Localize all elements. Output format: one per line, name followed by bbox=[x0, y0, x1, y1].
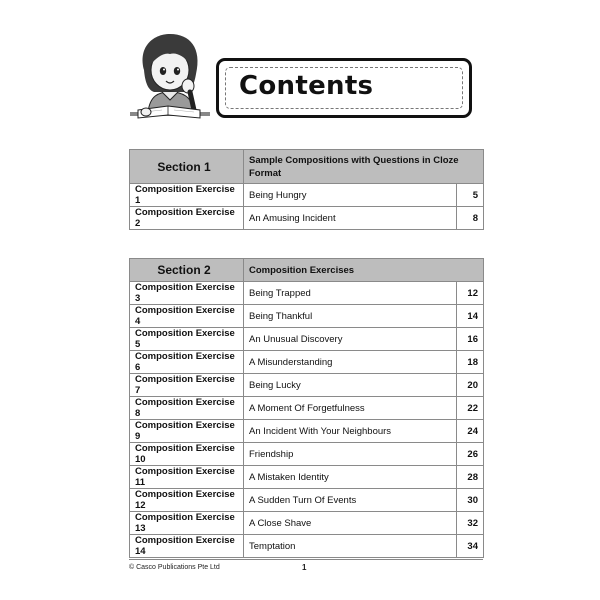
girl-reading-book-icon bbox=[130, 30, 210, 128]
table-row bbox=[130, 374, 484, 397]
exercise-title: Being Thankful bbox=[244, 305, 457, 328]
page-number: 12 bbox=[457, 282, 484, 305]
page-number: 34 bbox=[457, 535, 484, 558]
table-row bbox=[130, 535, 484, 558]
exercise-title: Being Trapped bbox=[244, 282, 457, 305]
page-number: 28 bbox=[457, 466, 484, 489]
page-number: 16 bbox=[457, 328, 484, 351]
table-row bbox=[130, 397, 484, 420]
exercise-title: An Amusing Incident bbox=[244, 207, 457, 230]
exercise-label: Composition Exercise 11 bbox=[130, 466, 244, 489]
exercise-label: Composition Exercise 13 bbox=[130, 512, 244, 535]
table-row bbox=[130, 184, 484, 207]
section-2-table bbox=[129, 258, 484, 558]
copyright-text: © Casco Publications Pte Ltd bbox=[129, 564, 220, 571]
exercise-label: Composition Exercise 2 bbox=[130, 207, 244, 230]
page-title: Contents bbox=[239, 71, 374, 101]
page-number: 18 bbox=[457, 351, 484, 374]
footer-divider bbox=[129, 559, 483, 560]
page-number: 20 bbox=[457, 374, 484, 397]
table-row bbox=[130, 466, 484, 489]
exercise-label: Composition Exercise 12 bbox=[130, 489, 244, 512]
page-number: 26 bbox=[457, 443, 484, 466]
table-row bbox=[130, 443, 484, 466]
section-description: Composition Exercises bbox=[244, 259, 484, 282]
page-number: 8 bbox=[457, 207, 484, 230]
section-header bbox=[130, 259, 484, 282]
table-row bbox=[130, 351, 484, 374]
exercise-label: Composition Exercise 7 bbox=[130, 374, 244, 397]
page-number: 14 bbox=[457, 305, 484, 328]
exercise-title: A Close Shave bbox=[244, 512, 457, 535]
exercise-title: An Unusual Discovery bbox=[244, 328, 457, 351]
table-row bbox=[130, 328, 484, 351]
table-row bbox=[130, 207, 484, 230]
exercise-label: Composition Exercise 6 bbox=[130, 351, 244, 374]
exercise-label: Composition Exercise 8 bbox=[130, 397, 244, 420]
exercise-label: Composition Exercise 1 bbox=[130, 184, 244, 207]
title-frame bbox=[216, 58, 472, 118]
exercise-title: Friendship bbox=[244, 443, 457, 466]
exercise-label: Composition Exercise 9 bbox=[130, 420, 244, 443]
exercise-title: A Sudden Turn Of Events bbox=[244, 489, 457, 512]
exercise-title: Being Lucky bbox=[244, 374, 457, 397]
exercise-title: A Moment Of Forgetfulness bbox=[244, 397, 457, 420]
table-row bbox=[130, 282, 484, 305]
exercise-title: An Incident With Your Neighbours bbox=[244, 420, 457, 443]
footer-page-number: 1 bbox=[302, 563, 307, 572]
exercise-label: Composition Exercise 5 bbox=[130, 328, 244, 351]
page-number: 30 bbox=[457, 489, 484, 512]
page-number: 32 bbox=[457, 512, 484, 535]
table-row bbox=[130, 305, 484, 328]
section-label: Section 2 bbox=[130, 259, 244, 282]
table-row bbox=[130, 512, 484, 535]
exercise-label: Composition Exercise 3 bbox=[130, 282, 244, 305]
table-row bbox=[130, 489, 484, 512]
section-description: Sample Compositions with Questions in Cloze Format bbox=[244, 150, 484, 184]
section-header bbox=[130, 150, 484, 184]
page-number: 22 bbox=[457, 397, 484, 420]
page-number: 5 bbox=[457, 184, 484, 207]
exercise-label: Composition Exercise 4 bbox=[130, 305, 244, 328]
exercise-label: Composition Exercise 10 bbox=[130, 443, 244, 466]
exercise-title: Being Hungry bbox=[244, 184, 457, 207]
section-label: Section 1 bbox=[130, 150, 244, 184]
exercise-title: A Mistaken Identity bbox=[244, 466, 457, 489]
exercise-label: Composition Exercise 14 bbox=[130, 535, 244, 558]
exercise-title: Temptation bbox=[244, 535, 457, 558]
exercise-title: A Misunderstanding bbox=[244, 351, 457, 374]
page-number: 24 bbox=[457, 420, 484, 443]
table-row bbox=[130, 420, 484, 443]
section-1-table bbox=[129, 149, 484, 230]
